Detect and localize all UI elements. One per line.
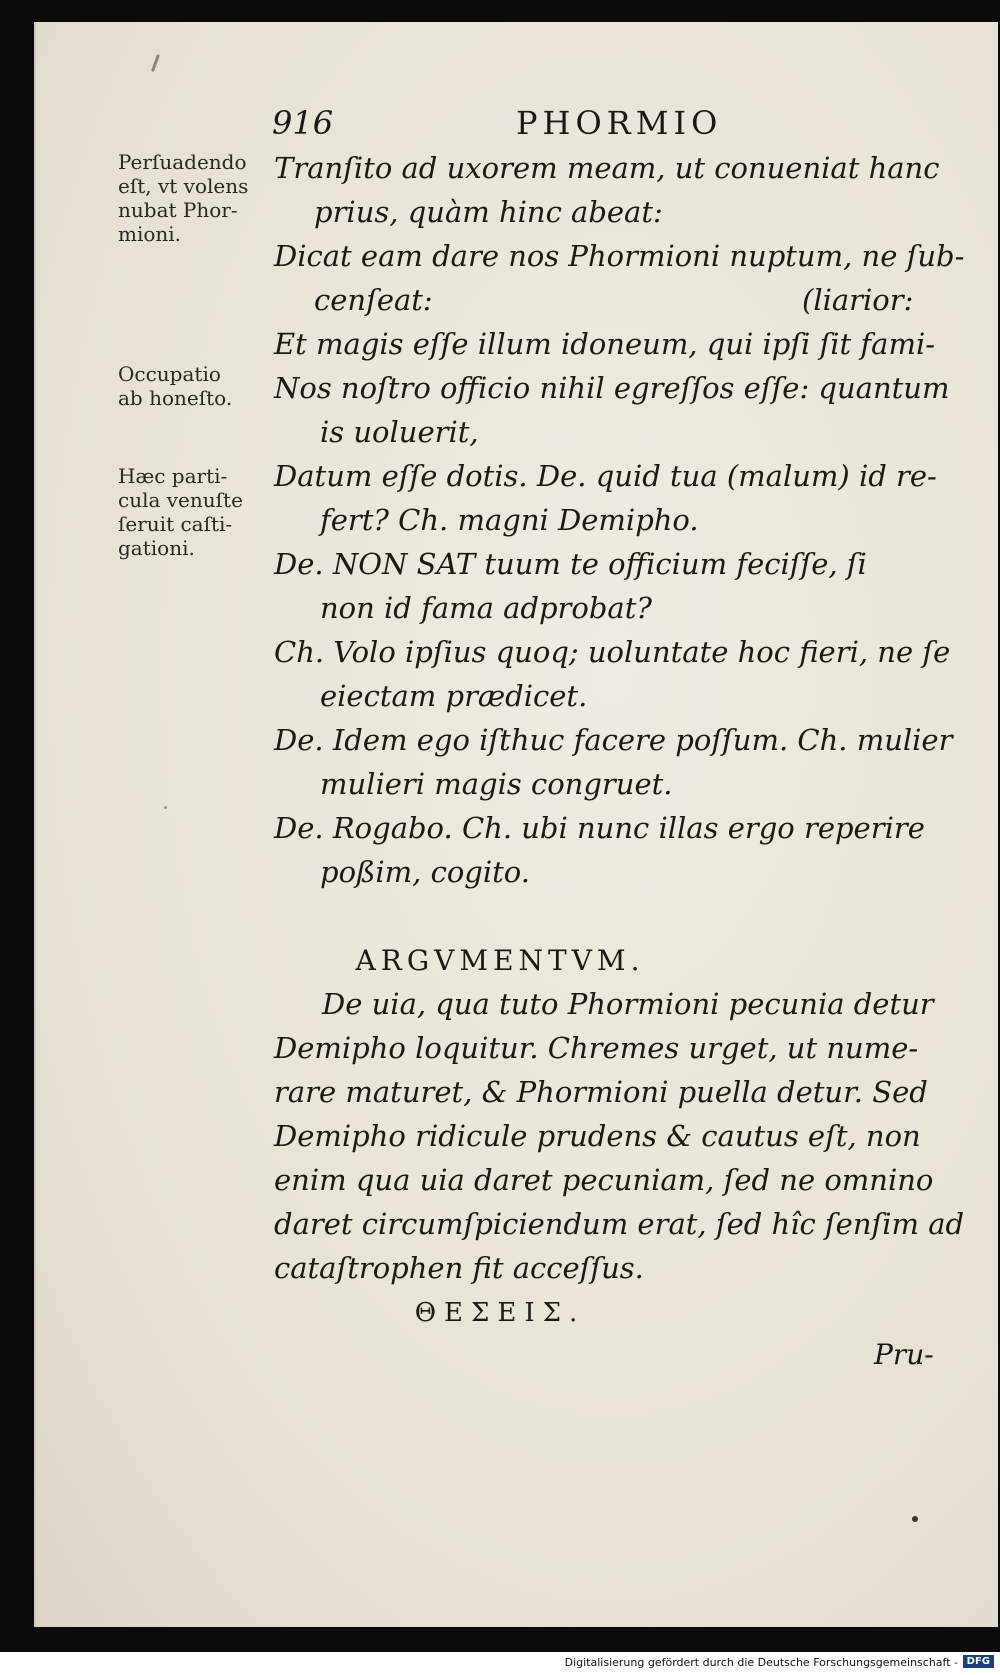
argument-line: rare maturet, & Phormioni puella detur. Sed [274, 1075, 928, 1109]
verse-line: De. NON SAT tuum te officium feciſſe, ſi [274, 547, 867, 581]
footer-credit: Digitalisierung gefördert durch die Deutsche Forschungsgemeinschaft - [564, 1656, 958, 1669]
margin-note-line: eſt, vt volens [118, 174, 249, 198]
argument-text [274, 0, 965, 1320]
thesis-heading: ΘΕΣΕΙΣ. [414, 1298, 586, 1328]
verse-line: Et magis eſſe illum idoneum, qui ipſi ſit fami- [274, 327, 936, 361]
margin-note-line: Hæc parti- [118, 464, 228, 488]
verse-line: is uoluerit, [320, 415, 479, 449]
argument-line: daret circumſpiciendum erat, ſed hîc ſenſim ad [274, 1207, 965, 1241]
page-number: 916 [272, 104, 334, 142]
verse-line: poßim, cogito. [320, 855, 530, 889]
running-head: PHORMIO [516, 104, 723, 142]
margin-note-2 [118, 362, 278, 410]
footer-strip [0, 1652, 1000, 1675]
margin-note-line: Occupatio [118, 362, 221, 386]
argument-line: enim qua uia daret pecuniam, ſed ne omnino [274, 1163, 934, 1197]
margin-note-line: mioni. [118, 222, 182, 246]
margin-note-line: ſeruit caſti- [118, 512, 233, 536]
verse-line: prius, quàm hinc abeat: [314, 195, 663, 229]
verse-line: (liarior: [802, 283, 914, 317]
verse-line: eiectam prædicet. [320, 679, 588, 713]
argument-line: cataſtrophen fit acceſſus. [274, 1251, 644, 1285]
catchword: Pru- [874, 1338, 934, 1371]
page-blemish [164, 806, 167, 809]
page-blemish [912, 1516, 918, 1522]
dfg-logo: DFG [963, 1655, 994, 1668]
verse-line: non id fama adprobat? [320, 591, 652, 625]
margin-note-line: cula venuſte [118, 488, 243, 512]
verse-line: Tranſito ad uxorem meam, ut conueniat hanc [274, 151, 940, 185]
margin-note-3 [118, 464, 278, 560]
verse-line: cenſeat: [314, 283, 433, 317]
margin-note-1 [118, 150, 278, 246]
margin-note-line: nubat Phor- [118, 198, 238, 222]
margin-note-line: Perſuadendo [118, 150, 247, 174]
argument-line: Demipho ridicule prudens & cautus eſt, non [274, 1119, 921, 1153]
verse-line: De. Idem ego iſthuc facere poſſum. Ch. mulier [274, 723, 953, 757]
margin-note-line: gationi. [118, 536, 195, 560]
margin-note-line: ab honeſto. [118, 386, 233, 410]
verse-line: Nos noſtro officio nihil egreſſos eſſe: quantum [274, 371, 950, 405]
verse-line: Dicat eam dare nos Phormioni nuptum, ne ſub- [274, 239, 965, 273]
verse-line: fert? Ch. magni Demipho. [320, 503, 699, 537]
argument-line: Demipho loquitur. Chremes urget, ut nume- [274, 1031, 919, 1065]
verse-line: De. Rogabo. Ch. ubi nunc illas ergo reperire [274, 811, 925, 845]
verse-line: Datum eſſe dotis. De. quid tua (malum) id re- [274, 459, 937, 493]
verse-line: mulieri magis congruet. [320, 767, 673, 801]
argument-heading: ARGVMENTVM. [355, 944, 645, 977]
verse-line: Ch. Volo ipſius quoq; uoluntate hoc fieri, ne ſe [274, 635, 951, 669]
argument-line: De uia, qua tuto Phormioni pecunia detur [322, 987, 934, 1021]
